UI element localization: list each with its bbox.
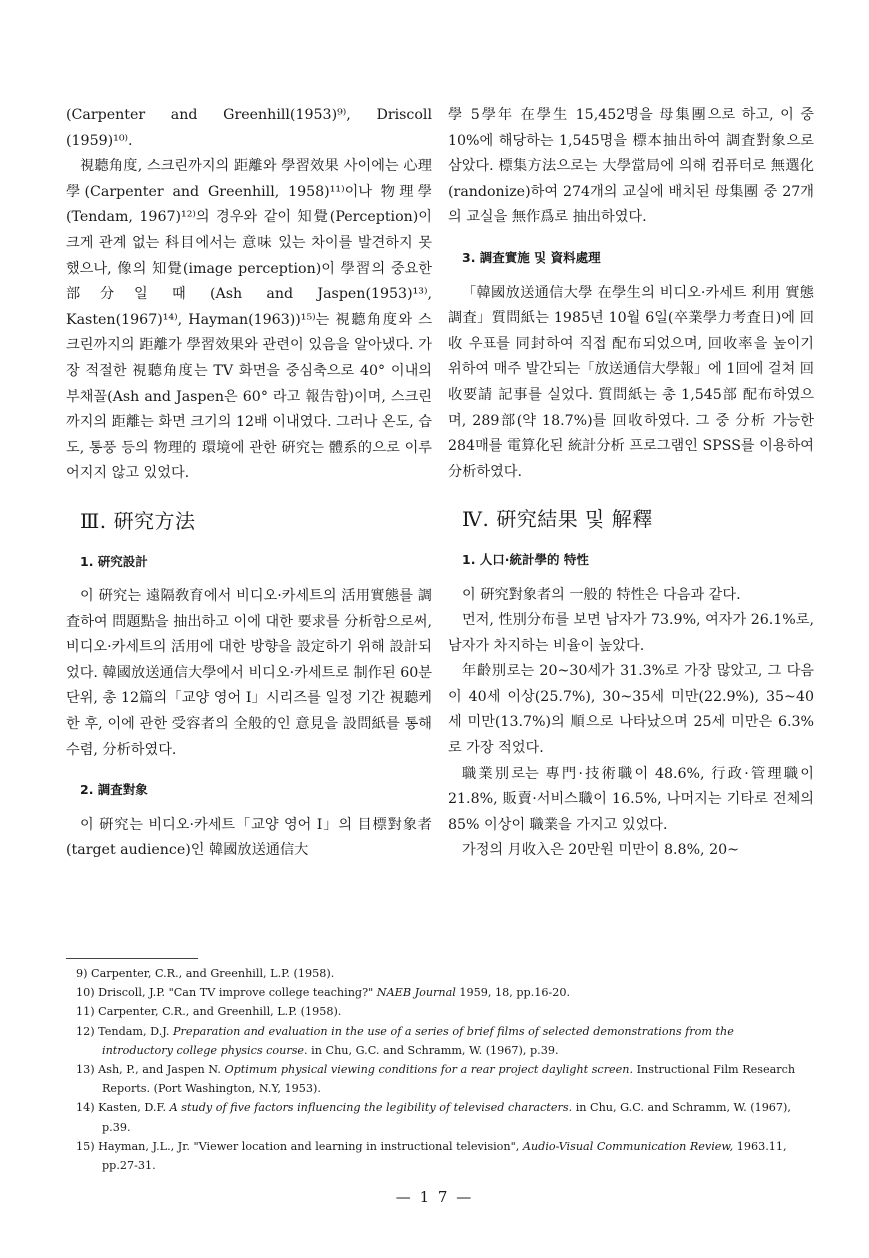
footnote-journal: NAEB Journal — [376, 986, 456, 1000]
paragraph: 이 硏究는 비디오·카세트「교양 영어 Ⅰ」의 目標對象者(target audience)인 韓國放送通信大 — [66, 816, 432, 859]
footnote-text: 13) Ash, P., and Jaspen N. — [76, 1063, 221, 1077]
footnote-text: 11) Carpenter, C.R., and Greenhill, L.P. (1958). — [76, 1005, 342, 1019]
footnote-text: 9) Carpenter, C.R., and Greenhill, L.P. (1958). — [76, 967, 335, 980]
footnote-text: 12) Tendam, D.J. — [76, 1024, 170, 1038]
subsection-heading: 3. 調査實施 및 資料處理 — [462, 249, 601, 265]
footnote-title: A study of five factors influencing the legibility of televised characters. — [169, 1101, 573, 1115]
footnote — [76, 1060, 806, 1098]
footnote-text: 14) Kasten, D.F. — [76, 1101, 167, 1115]
footnote — [76, 1098, 806, 1136]
paragraph: (Carpenter and Greenhill(1953)⁹⁾, Driscoll (1959)¹⁰⁾. — [66, 107, 432, 149]
footnote — [76, 1002, 806, 1021]
footnote-text: 1959, 18, pp.16-20. — [459, 986, 571, 1000]
footnote-text: 15) Hayman, J.L., Jr. "Viewer location and learning in instructional television", — [76, 1139, 520, 1153]
footnote-divider — [66, 958, 198, 959]
footnote-text: in Chu, G.C. and Schramm, W. (1967), p.39. — [102, 1101, 791, 1134]
footnote-text: in Chu, G.C. and Schramm, W. (1967), p.39. — [311, 1043, 559, 1057]
paragraph: 먼저, 性別分布를 보면 남자가 73.9%, 여자가 26.1%로, 남자가 차지하는 비율이 높았다. — [448, 612, 814, 654]
right-column — [448, 103, 814, 864]
footnote — [76, 964, 806, 983]
footnote-title: Preparation and evaluation in the use of a series of brief films of selected demonstrations from the introductory college physics course. — [102, 1024, 734, 1057]
paragraph: 「韓國放送通信大學 在學生의 비디오·카세트 利用 實態調査」質問紙는 1985년 10월 6일(卒業學力考査日)에 回收 우표를 同封하여 직접 配布되었으며, 回收率을 높이기 위하여 매주 발간되는「放送通信大學報」에 1回에 걸쳐 回收要請 記事를 실었다. 質問紙는 총 1,545部 配布하였으며, 289部(약 18.7%)를 回收하였다. 그 중 分析 가능한 284매를 電算化된 統計分析 프로그램인 SPSS를 이용하여 分析하였다. — [448, 284, 814, 480]
paragraph: 이 硏究對象者의 一般的 特性은 다음과 같다. — [462, 586, 741, 603]
subsection-heading: 1. 人口·統計學的 特性 — [462, 551, 589, 567]
paragraph: 學 5學年 在學生 15,452명을 母集團으로 하고, 이 중 10%에 해당하는 1,545명을 標本抽出하여 調査對象으로 삼았다. 標集方法으로는 大學當局에 의해 컴퓨터로 無選化(randonize)하여 274개의 교실에 배치된 母集團 중 27개의 교실을 無作爲로 抽出하였다. — [448, 107, 814, 226]
paragraph: 視聽角度, 스크린까지의 距離와 學習效果 사이에는 心理學(Carpenter and Greenhill, 1958)¹¹⁾이나 物理學(Tendam, 1967)¹²⁾의 경우와 같이 知覺(Perception)이 크게 관계 없는 科目에서는 意味 있는 차이를 발견하지 못했으나, 像의 知覺(image perception)이 學習의 중요한 部分일 때 (Ash and Jaspen(1953)¹³⁾, Kasten(1967)¹⁴⁾, Hayman(1963))¹⁵⁾는 視聽角度와 스크린까지의 距離가 學習效果와 관련이 있음을 알아냈다. 가장 적절한 視聽角度는 TV 화면을 중심축으로 40° 이내의 부채꼴(Ash and Jaspen은 60° 라고 報告함)이며, 스크린까지의 距離는 화면 크기의 12배 이내였다. 그러나 온도, 습도, 통풍 등의 物理的 環境에 관한 硏究는 體系的으로 이루어지지 않고 있었다. — [66, 158, 432, 482]
section-heading: Ⅲ. 硏究方法 — [80, 508, 196, 533]
section-heading: Ⅳ. 硏究結果 및 解釋 — [462, 507, 653, 532]
paragraph: 職業別로는 專門·技術職이 48.6%, 行政·管理職이 21.8%, 販賣·서비스職이 16.5%, 나머지는 기타로 전체의 85% 이상이 職業을 가지고 있었다. — [448, 765, 814, 833]
footnote-journal: Audio-Visual Communication Review, — [522, 1139, 734, 1153]
footnote-text: Instructional Film Research Reports. (Port Washington, N.Y, 1953). — [102, 1063, 796, 1096]
footnote — [76, 1137, 806, 1175]
footnote — [76, 1022, 806, 1060]
subsection-heading: 2. 調査對象 — [80, 782, 148, 798]
footnotes — [76, 964, 806, 1175]
paragraph: 年齡別로는 20~30세가 31.3%로 가장 많았고, 그 다음이 40세 이상(25.7%), 30~35세 미만(22.9%), 35~40세 미만(13.7%)의 順으로 나타났으며 25세 미만은 6.3%로 가장 적었다. — [448, 663, 814, 757]
paragraph: 이 硏究는 遠隔敎育에서 비디오·카세트의 活用實態를 調査하여 問題點을 抽出하고 이에 대한 要求를 分析함으로써, 비디오·카세트의 活用에 대한 방향을 設定하기 위해 設計되었다. 韓國放送通信大學에서 비디오·카세트로 制作된 60분 단위, 총 12篇의「교양 영어 Ⅰ」시리즈를 일정 기간 視聽케 한 후, 이에 관한 受容者의 全般的인 意見을 設問紙를 통해 수렴, 分析하였다. — [66, 588, 432, 758]
footnote — [76, 983, 806, 1002]
left-column — [66, 103, 432, 864]
paragraph: 가정의 月收入은 20만원 미만이 8.8%, 20~ — [462, 842, 740, 859]
subsection-heading: 1. 硏究設計 — [80, 553, 148, 569]
footnote-title: Optimum physical viewing conditions for a rear project daylight screen. — [224, 1063, 634, 1077]
footnote-text: 10) Driscoll, J.P. "Can TV improve college teaching?" — [76, 986, 374, 1000]
page-number: — 1 7 — — [395, 1188, 474, 1206]
footnote-text: 1963.11, pp.27-31. — [102, 1139, 787, 1173]
